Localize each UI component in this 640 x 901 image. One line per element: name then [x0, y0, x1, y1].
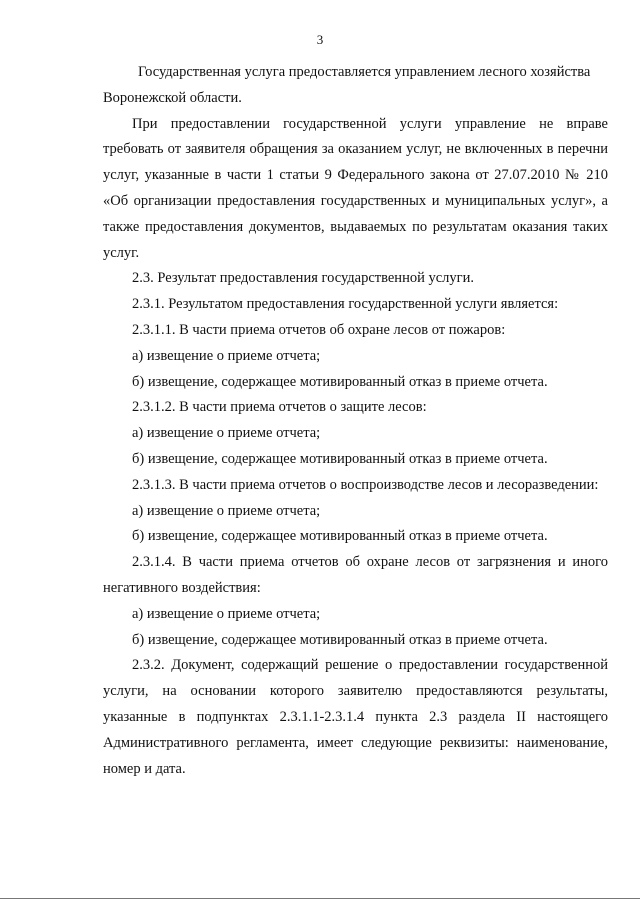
paragraph-2-3-1: 2.3.1. Результатом предоставления государственной услуги является: [132, 296, 559, 313]
list-item: а) извещение о приеме отчета; [132, 425, 321, 442]
page-number: 3 [316, 32, 324, 47]
list-item: а) извещение о приеме отчета; [132, 502, 321, 519]
list-item: б) извещение, содержащее мотивированный отказ в приеме отчета. [132, 373, 548, 390]
list-item: б) извещение, содержащее мотивированный отказ в приеме отчета. [132, 528, 548, 545]
section-heading-2-3: 2.3. Результат предоставления государственной услуги. [132, 270, 474, 287]
list-item: б) извещение, содержащее мотивированный отказ в приеме отчета. [132, 450, 548, 467]
list-item: б) извещение, содержащее мотивированный отказ в приеме отчета. [132, 631, 548, 648]
page-bottom-rule [0, 898, 640, 899]
document-body [103, 60, 608, 782]
paragraph-2-3-1-3: 2.3.1.3. В части приема отчетов о воспроизводстве лесов и лесоразведении: [132, 476, 599, 493]
paragraph-2-3-1-1: 2.3.1.1. В части приема отчетов об охране лесов от пожаров: [132, 321, 506, 338]
paragraph-2-3-2: 2.3.2. Документ, содержащий решение о предоставлении государственной услуги, на основании которого заявителю предоставляются результаты, указанные в подпунктах 2.3.1.1-2.3.1.4 пункта 2.3 раздела II настоящего Административного регламента, имеет следующие реквизиты: наименование, номер и дата. [103, 657, 608, 777]
paragraph-service-provider: Государственная услуга предоставляется управлением лесного хозяйства Воронежской области. [103, 64, 591, 106]
list-item: а) извещение о приеме отчета; [132, 605, 321, 622]
paragraph-2-3-1-4: 2.3.1.4. В части приема отчетов об охране лесов от загрязнения и иного негативного воздействия: [103, 554, 608, 596]
paragraph-2-3-1-2: 2.3.1.2. В части приема отчетов о защите лесов: [132, 399, 427, 416]
paragraph-restrictions: При предоставлении государственной услуги управление не вправе требовать от заявителя обращения за оказанием услуг, не включенных в перечни услуг, указанные в части 1 статьи 9 Федерального закона от 27.07.2010 № 210 «Об организации предоставления государственных и муниципальных услуг», а также предоставления документов, выдаваемых по результатам оказания таких услуг. [103, 115, 608, 261]
list-item: а) извещение о приеме отчета; [132, 347, 321, 364]
